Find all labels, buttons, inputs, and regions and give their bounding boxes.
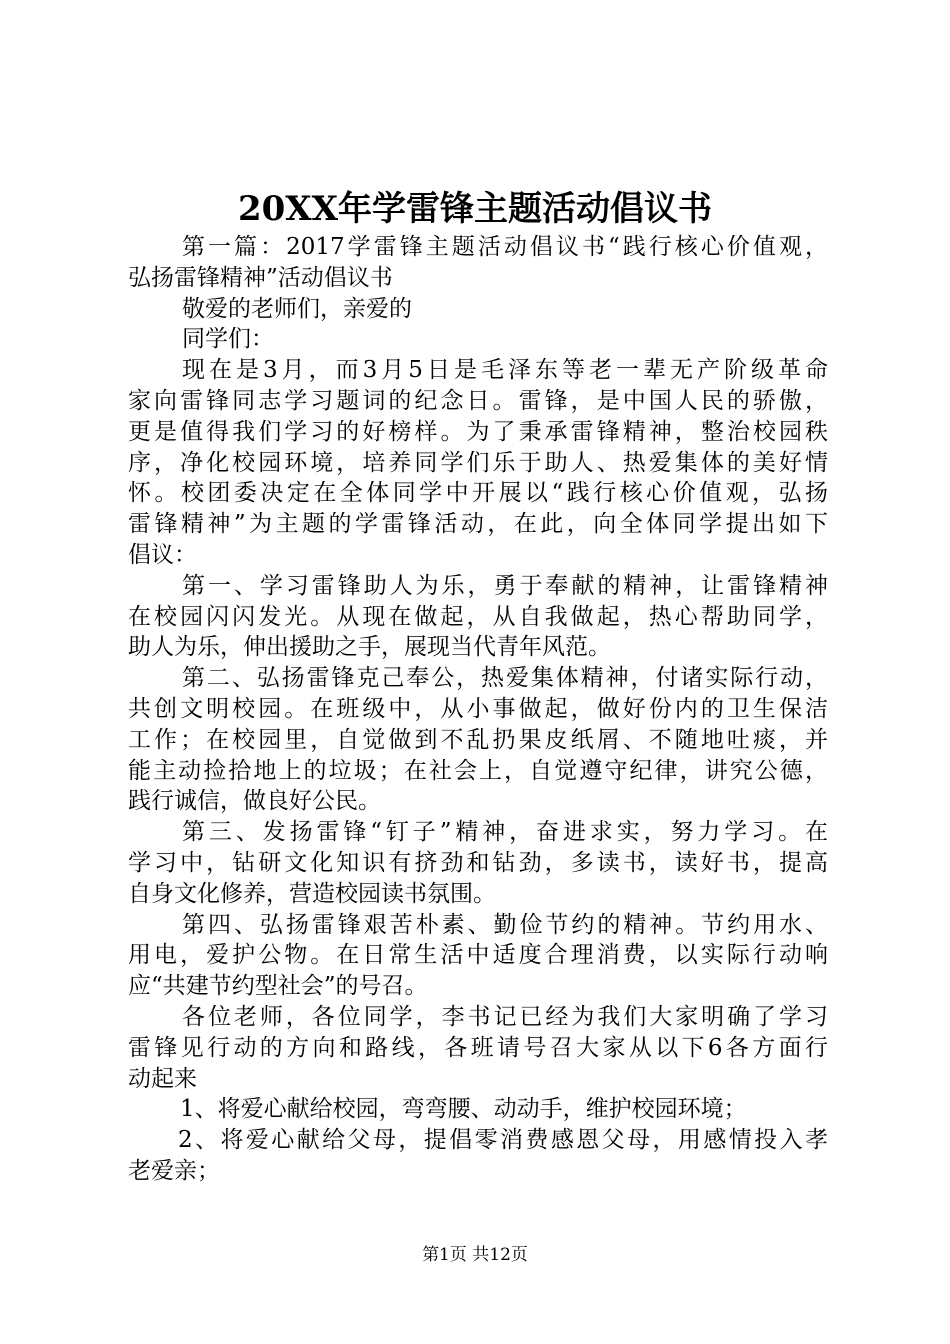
body-line: 第二、弘扬雷锋克己奉公，热爱集体精神，付诸实际行动， <box>182 665 828 692</box>
body-line: 能主动捡拾地上的垃圾；在社会上，自觉遵守纪律，讲究公德， <box>128 757 828 784</box>
body-line: 现在是3月，而3月5日是毛泽东等老一辈无产阶级革命 <box>182 357 828 384</box>
body-line: 共创文明校园。在班级中，从小事做起，做好份内的卫生保洁 <box>128 695 828 722</box>
list-item: 2、将爱心献给父母，提倡零消费感恩父母，用感情投入孝 <box>178 1127 828 1154</box>
list-item: 1、将爱心献给校园，弯弯腰、动动手，维护校园环境； <box>180 1096 747 1123</box>
page-number-footer: 第1页 共12页 <box>422 1245 528 1265</box>
body-line: 在校园闪闪发光。从现在做起，从自我做起，热心帮助同学， <box>128 603 828 630</box>
body-line: 敬爱的老师们，亲爱的 <box>182 295 412 322</box>
body-line: 自身文化修养，营造校园读书氛围。 <box>128 880 496 907</box>
body-line: 更是值得我们学习的好榜样。为了秉承雷锋精神，整治校园秩 <box>128 418 828 445</box>
body-line: 动起来 <box>128 1065 197 1092</box>
document-body <box>128 232 828 1187</box>
body-line: 工作；在校园里，自觉做到不乱扔果皮纸屑、不随地吐痰，并 <box>128 726 828 753</box>
body-line: 助人为乐，伸出援助之手，展现当代青年风范。 <box>128 634 611 661</box>
body-line: 第一、学习雷锋助人为乐，勇于奉献的精神，让雷锋精神 <box>182 572 828 599</box>
body-line: 雷锋精神”为主题的学雷锋活动，在此，向全体同学提出如下 <box>128 511 828 538</box>
body-line: 第三、发扬雷锋“钉子”精神，奋进求实，努力学习。在 <box>182 819 828 846</box>
body-line: 弘扬雷锋精神”活动倡议书 <box>128 264 393 291</box>
body-line: 学习中，钻研文化知识有挤劲和钻劲，多读书，读好书，提高 <box>128 849 828 876</box>
body-line: 家向雷锋同志学习题词的纪念日。雷锋，是中国人民的骄傲， <box>128 387 828 414</box>
body-line: 倡议： <box>128 541 197 568</box>
body-line: 各位老师，各位同学，李书记已经为我们大家明确了学习 <box>182 1003 828 1030</box>
body-line: 老爱亲； <box>128 1157 220 1184</box>
body-line: 用电，爱护公物。在日常生活中适度合理消费，以实际行动响 <box>128 942 828 969</box>
body-line: 第四、弘扬雷锋艰苦朴素、勤俭节约的精神。节约用水、 <box>182 911 828 938</box>
body-line: 第一篇：2017学雷锋主题活动倡议书“践行核心价值观， <box>182 234 828 260</box>
body-line: 践行诚信，做良好公民。 <box>128 788 381 815</box>
body-line: 怀。校团委决定在全体同学中开展以“践行核心价值观，弘扬 <box>128 480 828 507</box>
body-line: 序，净化校园环境，培养同学们乐于助人、热爱集体的美好情 <box>128 449 828 476</box>
body-line: 应“共建节约型社会”的号召。 <box>128 973 428 1000</box>
body-line: 雷锋见行动的方向和路线，各班请号召大家从以下6各方面行 <box>128 1034 828 1061</box>
document-title: 20XX年学雷锋主题活动倡议书 <box>237 189 713 229</box>
body-line: 同学们： <box>182 326 274 353</box>
